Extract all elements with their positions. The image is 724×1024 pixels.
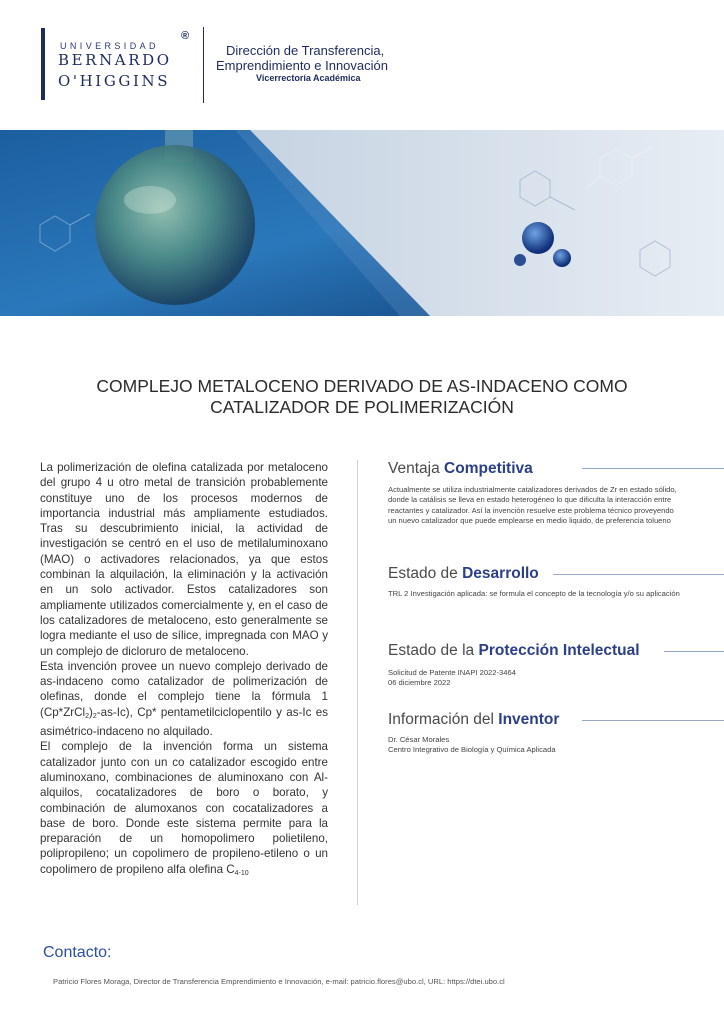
section-heading-competitive-advantage: [388, 460, 533, 478]
department-line2: Emprendimiento e Innovación: [216, 58, 388, 73]
document-title: [40, 376, 684, 418]
department-line3: Vicerrectoría Académica: [256, 73, 361, 83]
title-line2: CATALIZADOR DE POLIMERIZACIÓN: [210, 397, 514, 417]
section-rule: [664, 651, 724, 652]
heading-bold-text: Desarrollo: [462, 565, 539, 582]
para3-subscript: 4-10: [234, 869, 249, 877]
logo-university-text: UNIVERSIDAD: [60, 41, 159, 51]
description-column: [40, 460, 328, 881]
heading-light-text: Ventaja: [388, 460, 445, 477]
banner-illustration: [0, 130, 724, 316]
section-text-inventor: [388, 735, 682, 756]
contact-text: Patricio Flores Moraga, Director de Transferencia Emprendimiento e Innovación, e-mail: patricio.flores@ubo.cl, URL: https://dtei.ubo.cl: [53, 977, 505, 986]
section-text-development: TRL 2 Investigación aplicada: se formula el concepto de la tecnología y/o su aplicación: [388, 589, 680, 598]
header-divider: [203, 27, 204, 103]
heading-light-text: Estado de: [388, 565, 463, 582]
section-rule: [553, 574, 724, 575]
contact-heading: Contacto:: [43, 944, 112, 961]
patent-application: Solicitud de Patente INAPI 2022-3464: [388, 668, 516, 677]
description-paragraph-3: [40, 739, 328, 881]
para2-text-a: Esta invención provee un nuevo complejo derivado de as-indaceno como catalizador de polimerización de olefinas, donde el complejo tiene la fórmula 1 (Cp*ZrCl: [40, 659, 328, 719]
section-rule: [582, 468, 724, 469]
para2-subscript: 2: [85, 712, 89, 720]
section-text-ip-protection: [388, 668, 682, 689]
inventor-center: Centro Integrativo de Biología y Química Aplicada: [388, 745, 556, 755]
heading-bold-text: Inventor: [498, 711, 560, 728]
inventor-name: Dr. César Morales: [388, 735, 450, 744]
logo-name-line2: O'HIGGINS: [58, 72, 171, 90]
registered-mark: ®: [181, 30, 190, 42]
section-heading-ip-protection: [388, 642, 640, 660]
patent-date: 06 diciembre 2022: [388, 678, 451, 688]
title-line1: COMPLEJO METALOCENO DERIVADO DE AS-INDACENO COMO: [96, 376, 628, 396]
para2-text-c: -as-Ic), Cp* pentametilciclopentilo y as-Ic es asimétrico-indaceno no alquilado.: [40, 705, 328, 739]
logo-name-line1: BERNARDO: [58, 51, 172, 69]
section-heading-development: [388, 565, 539, 583]
heading-bold-text: Protección Intelectual: [478, 642, 640, 659]
para2-subscript-2: 2: [92, 712, 97, 720]
column-divider: [357, 460, 358, 905]
heading-light-text: Información del: [388, 711, 499, 728]
section-text-competitive-advantage: Actualmente se utiliza industrialmente catalizadores derivados de Zr en estado sólido, donde la catálisis se lleva en estado heterogéneo lo que dificulta la interacción entre reactantes y catalizador. Así la invención resuelve este problema técnico proveyendo un nuevo catalizador que puede emplearse en medio liquido, de preferencia tolueno: [388, 485, 677, 526]
section-heading-inventor: [388, 711, 559, 729]
logo-bar: [41, 28, 45, 100]
description-paragraph-2: [40, 659, 328, 739]
para3-text: El complejo de la invención forma un sistema catalizador junto con un co catalizador escogido entre aluminoxano, combinaciones de aluminoxano con Al-alquilos, cocatalizadores de boro o borato, y combinación de alumoxanos con cocatalizadores a base de boro. Donde este sistema permite para la preparación de un homopolimero polietileno, polipropileno; un copolimero de propileno-etileno o un copolimero de propileno alfa olefina C: [40, 740, 328, 876]
para2-text-b: ): [89, 705, 93, 719]
department-line1: Dirección de Transferencia,: [226, 43, 385, 58]
banner-image: [0, 130, 724, 316]
heading-bold-text: Competitiva: [444, 460, 533, 477]
description-paragraph-1: La polimerización de olefina catalizada por metaloceno del grupo 4 u otro metal de transición probablemente constituye uno de los procesos modernos de importancia industrial más ampliamente estudiados. Tras su descubrimiento inicial, la actividad de investigación se centró en el uso de metilaluminoxano (MAO) o activadores relacionados, ya que estos combinan la alquilación, la eliminación y la activación en un solo activador. Estos catalizadores son ampliamente utilizados comercialmente y, en el caso de los catalizadores de metaloceno, esto generalmente se logra mediante el uso de sílice, impregnada con MAO y un complejo de dicloruro de metaloceno.: [40, 461, 328, 658]
heading-light-text: Estado de la: [388, 642, 479, 659]
section-rule: [582, 720, 724, 721]
